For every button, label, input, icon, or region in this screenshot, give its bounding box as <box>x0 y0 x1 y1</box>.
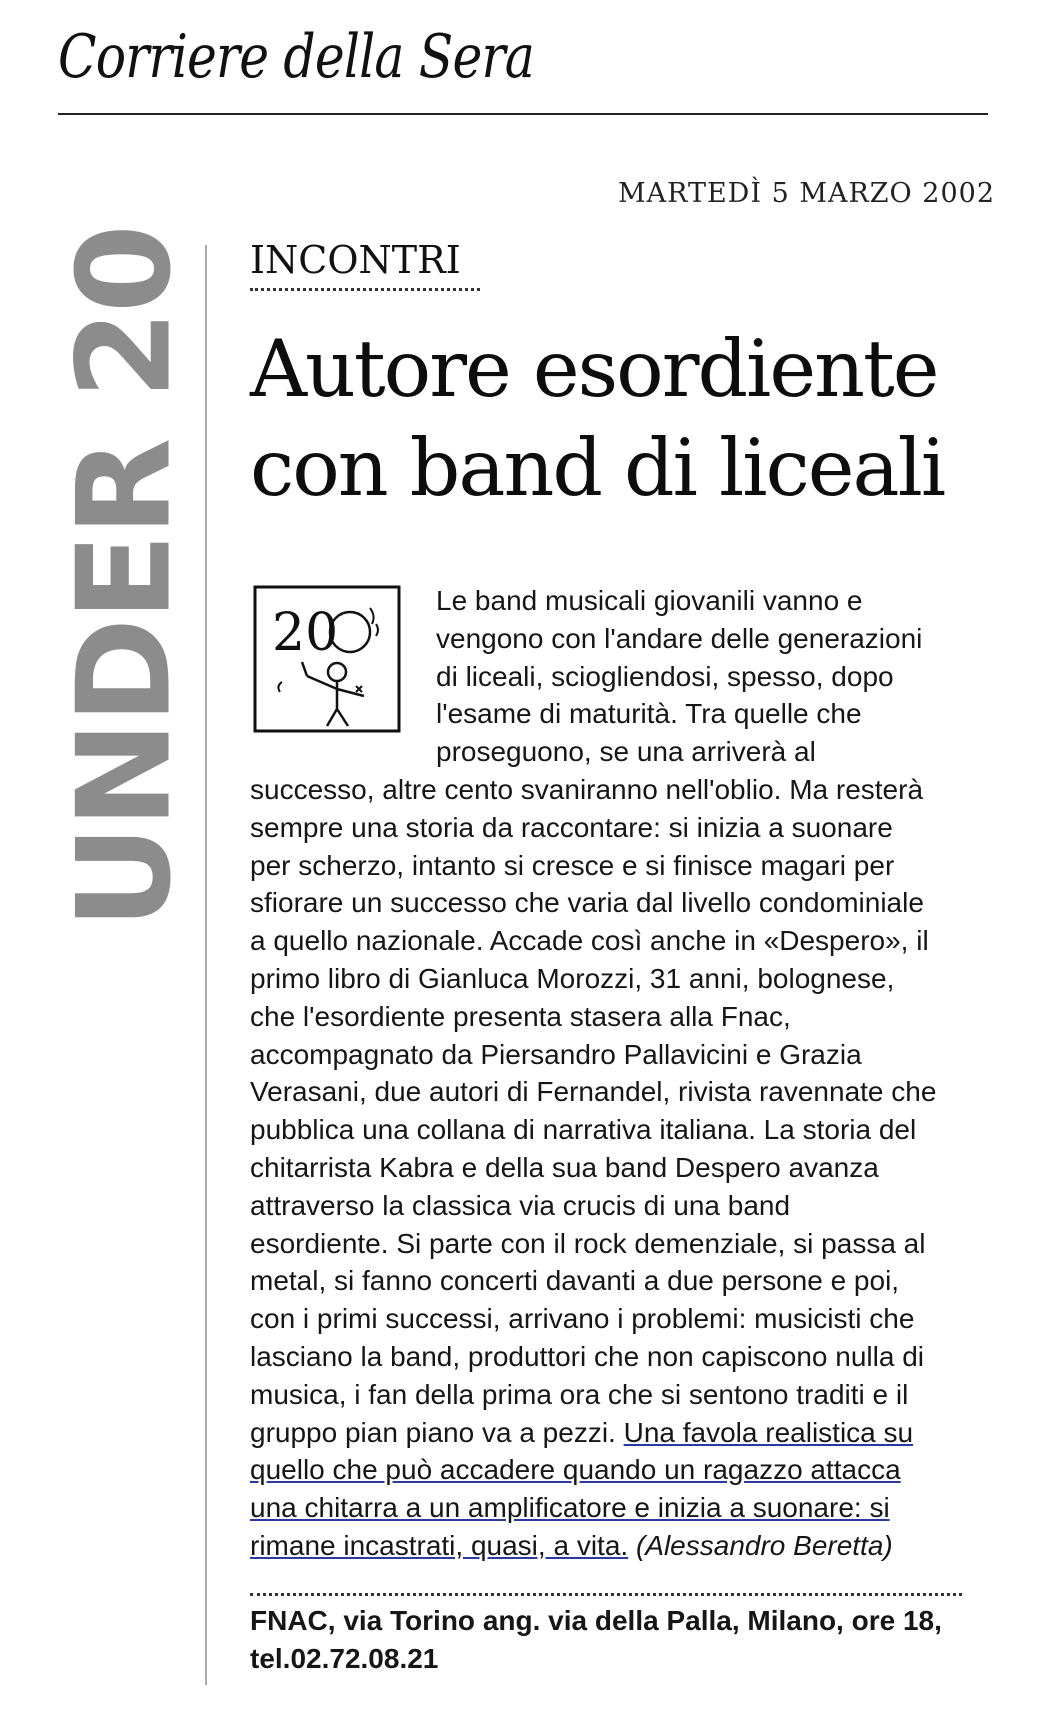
body-line: lasciano la band, produttori che non capiscono nulla di <box>250 1340 925 1372</box>
masthead-rule <box>58 113 988 115</box>
body-line: che l'esordiente presenta stasera alla Fnac, <box>250 1000 791 1032</box>
body-line: Le band musicali giovanili vanno e <box>436 585 863 616</box>
footer-rule <box>250 1593 962 1596</box>
article-body <box>250 582 980 1565</box>
body-line: attraverso la classica via crucis di una band <box>250 1189 791 1221</box>
body-line: a quello nazionale. Accade così anche in «Despero», il <box>250 925 929 957</box>
body-line: accompagnato da Piersandro Pallavicini e Grazia <box>250 1038 862 1070</box>
body-line: con i primi successi, arrivano i problemi: musicisti che <box>250 1303 915 1335</box>
body-line: primo libro di Gianluca Morozzi, 31 anni, bolognese, <box>250 962 895 994</box>
headline-line: con band di liceali <box>250 422 945 514</box>
body-line: di liceali, sciogliendosi, spesso, dopo <box>436 660 894 692</box>
body-line: sempre una storia da raccontare: si inizia a suonare <box>250 811 893 843</box>
body-line: l'esame di maturità. Tra quelle che <box>436 698 862 730</box>
body-line: per scherzo, intanto si cresce e si finisce magari per <box>250 849 895 881</box>
body-line: vengono con l'andare delle generazioni <box>436 622 923 654</box>
event-info-line: tel.02.72.08.21 <box>250 1643 439 1674</box>
kicker-rule <box>250 288 480 291</box>
masthead: Corriere della Sera <box>58 22 534 92</box>
body-line: Verasani, due autori di Fernandel, rivista ravennate che <box>250 1076 937 1108</box>
underlined-passage: rimane incastrati, quasi, a vita. <box>250 1529 629 1561</box>
article-author: (Alessandro Beretta) <box>628 1529 893 1561</box>
underlined-passage: una chitarra a un amplificatore e inizia a suonare: si <box>250 1492 890 1524</box>
column-divider <box>205 245 207 1685</box>
body-line: pubblica una collana di narrativa italiana. La storia del <box>250 1114 917 1146</box>
event-info-line: FNAC, via Torino ang. via della Palla, Milano, ore 18, <box>250 1605 942 1636</box>
body-line: successo, altre cento svaniranno nell'oblio. Ma resterà <box>250 773 924 805</box>
underlined-passage: Una favola realistica su <box>623 1416 914 1448</box>
section-band <box>50 227 200 929</box>
kicker: INCONTRI <box>250 238 461 282</box>
section-band-label: UNDER 20 <box>50 227 200 929</box>
event-info <box>250 1602 942 1678</box>
body-line: metal, si fanno concerti davanti a due persone e poi, <box>250 1265 900 1297</box>
body-line: musica, i fan della prima ora che si sentono traditi e il <box>250 1378 909 1410</box>
issue-date: MARTEDÌ 5 MARZO 2002 <box>617 178 995 209</box>
body-line: proseguono, se una arriverà al <box>436 736 816 768</box>
underlined-passage: quello che può accadere quando un ragazzo attacca <box>250 1454 901 1486</box>
body-text-run: gruppo pian piano va a pezzi. <box>250 1416 624 1448</box>
headline <box>250 320 944 518</box>
body-line: chitarrista Kabra e della sua band Despero avanza <box>250 1151 879 1183</box>
body-line: esordiente. Si parte con il rock demenziale, si passa al <box>250 1227 926 1259</box>
body-line <box>250 1527 980 1565</box>
headline-line: Autore esordiente <box>250 323 938 415</box>
logo-number: 20 <box>272 603 339 663</box>
body-line <box>250 1414 980 1452</box>
body-line: sfiorare un successo che varia dal livello condominiale <box>250 887 924 919</box>
